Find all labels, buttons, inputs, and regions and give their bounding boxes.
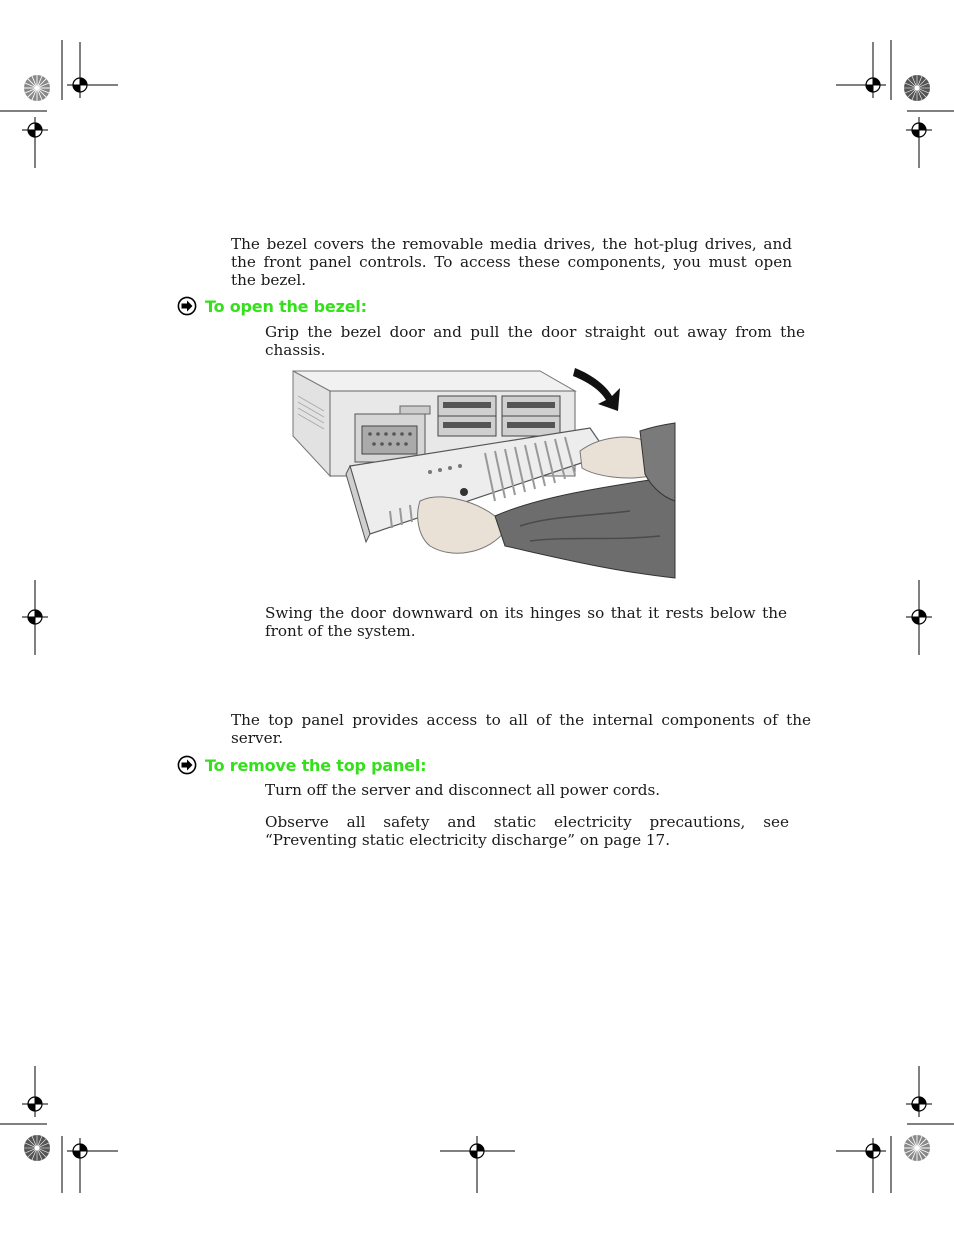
arrow-right-circle-icon xyxy=(177,755,197,775)
top-panel-step-2: Observe all safety and static electricity precautions, see “Preventing static electricity discharge” on page 17. xyxy=(265,813,789,849)
top-panel-step-1: Turn off the server and disconnect all power cords. xyxy=(265,781,661,799)
bezel-heading-text: To open the bezel: xyxy=(205,296,367,316)
top-panel-intro: The top panel provides access to all of the internal components of the server. xyxy=(231,711,811,747)
bezel-step-1: Grip the bezel door and pull the door straight out away from the chassis. xyxy=(265,323,805,359)
top-panel-heading-text: To remove the top panel: xyxy=(205,755,427,775)
bezel-step-2: Swing the door downward on its hinges so that it rests below the front of the system. xyxy=(265,604,787,640)
bezel-intro: The bezel covers the removable media drives, the hot-plug drives, and the front panel controls. To access these components, you must open the bezel. xyxy=(231,235,792,289)
bezel-removal-illustration xyxy=(290,366,680,581)
bezel-procedure-heading xyxy=(177,296,367,316)
arrow-right-circle-icon xyxy=(177,296,197,316)
top-panel-procedure-heading xyxy=(177,755,426,775)
